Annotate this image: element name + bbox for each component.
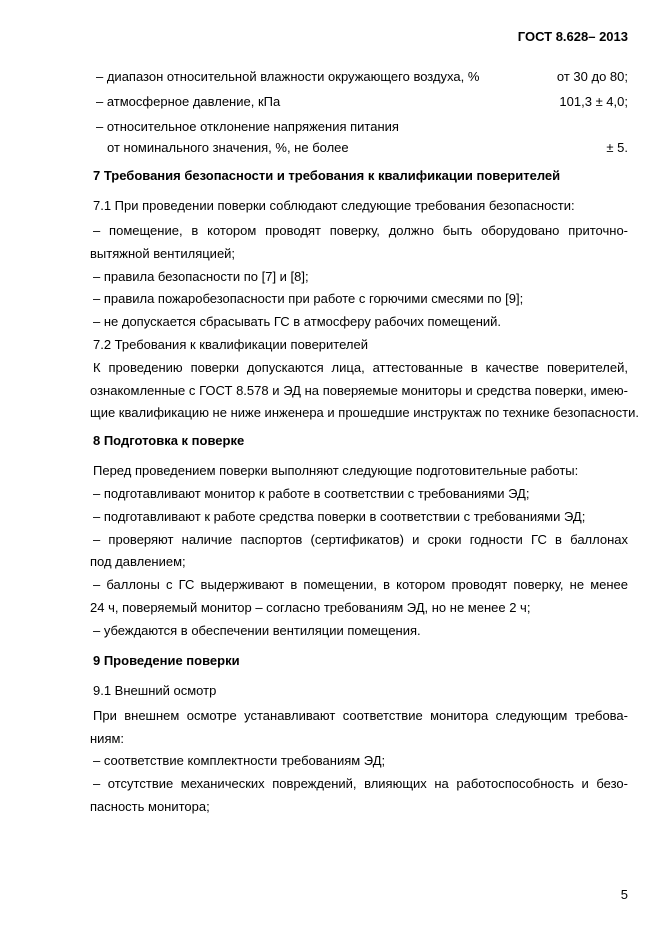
condition-label: – относительное отклонение напряжения питания: [96, 119, 399, 134]
condition-label: – атмосферное давление, кПа: [96, 94, 281, 109]
condition-value: от 30 до 80;: [556, 69, 628, 84]
page-number: 5: [620, 887, 628, 902]
condition-value: ± 5.: [606, 140, 628, 155]
condition-label: от номинального значения, %, не более: [107, 140, 349, 155]
document-code: ГОСТ 8.628– 2013: [517, 29, 628, 44]
condition-label: – диапазон относительной влажности окружающего воздуха, %: [96, 69, 480, 84]
condition-value: 101,3 ± 4,0;: [559, 94, 628, 109]
